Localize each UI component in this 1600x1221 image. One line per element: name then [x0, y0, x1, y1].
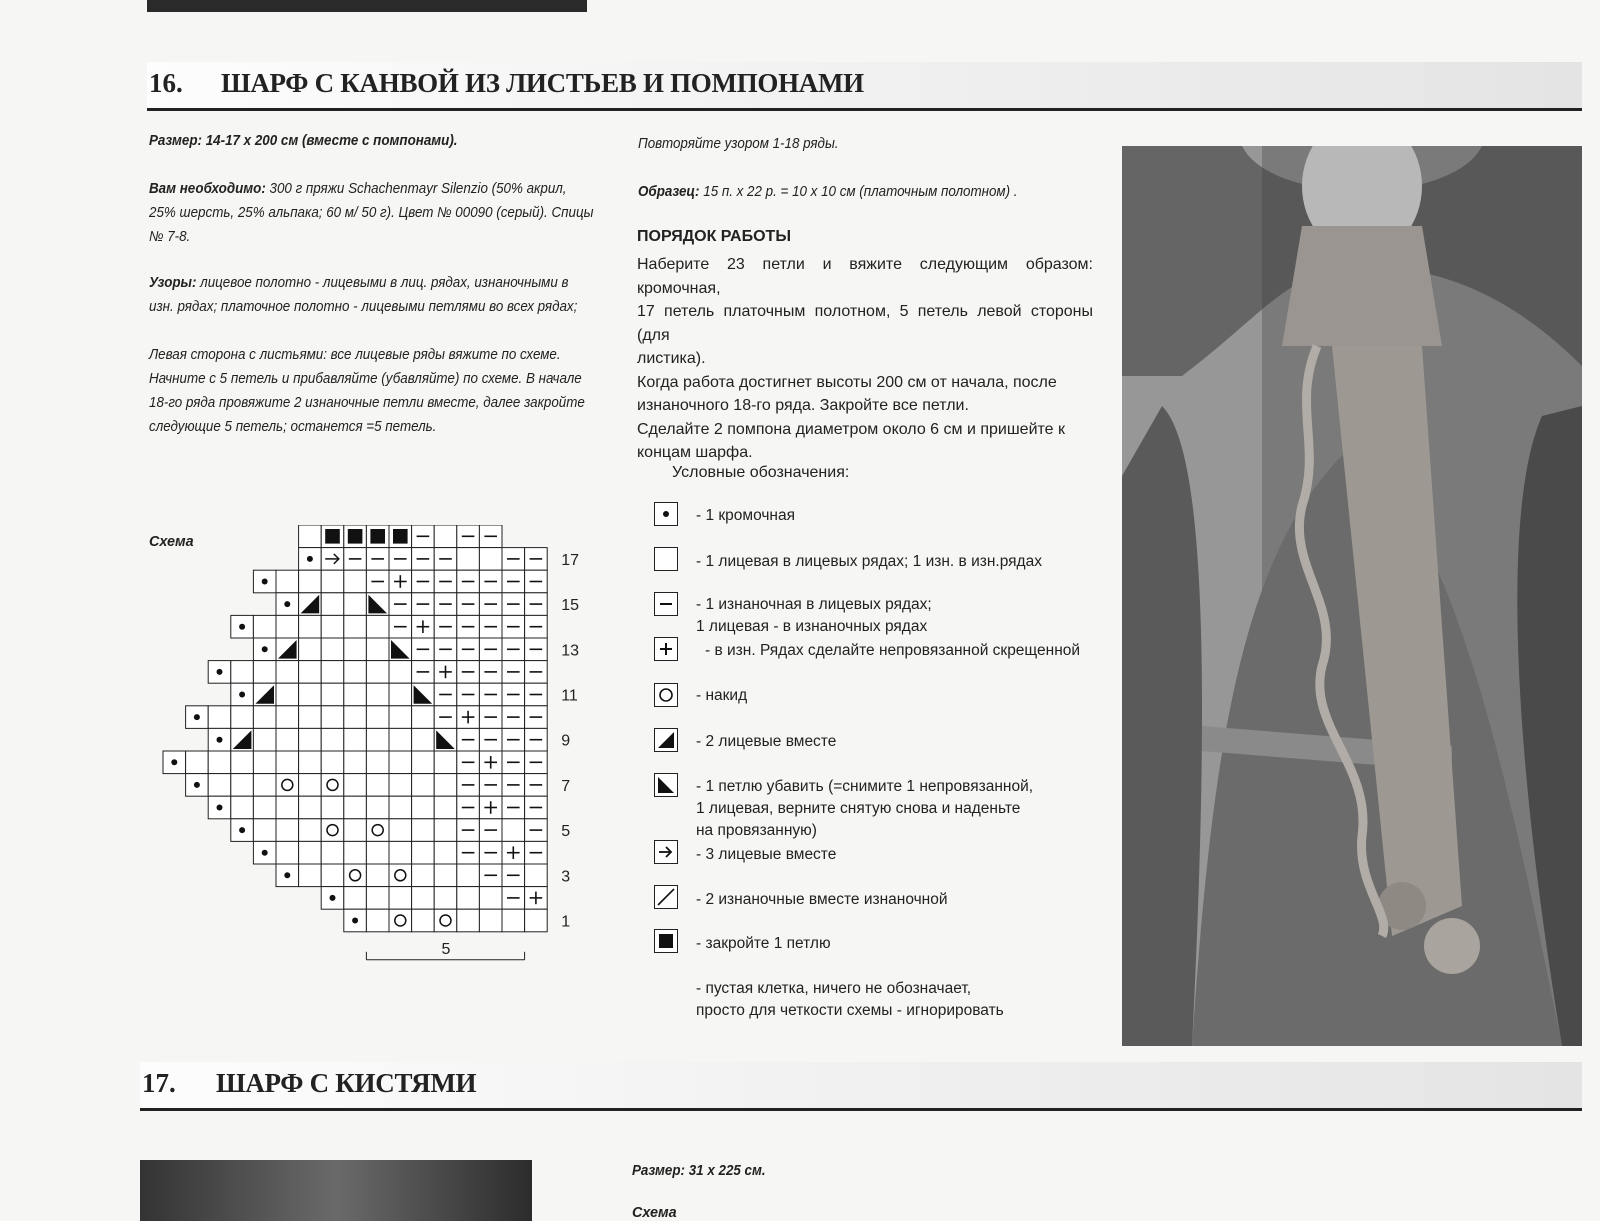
ssk-icon — [654, 773, 678, 797]
chart-cell — [299, 864, 322, 887]
chart-cell — [457, 887, 480, 910]
chart-cell — [253, 706, 276, 729]
row-number: 15 — [561, 597, 579, 615]
chart-cell — [253, 615, 276, 638]
patterns-paragraph — [149, 271, 595, 319]
p2tog-icon — [654, 885, 678, 909]
chart-cell — [321, 841, 344, 864]
chart-cell — [321, 683, 344, 706]
chart-cell — [412, 706, 435, 729]
legend-k2tog: - 2 лицевые вместе — [696, 733, 837, 750]
width-label: 5 — [441, 940, 451, 958]
chart-cell — [231, 796, 254, 819]
chart-cell — [344, 683, 367, 706]
chart-cell — [479, 887, 502, 910]
chart-cell — [321, 751, 344, 774]
row-number: 17 — [561, 551, 579, 569]
size-paragraph — [149, 129, 595, 153]
legend-purl-line: 1 лицевая - в изнаночных рядах — [696, 618, 928, 635]
bindoff-icon — [654, 929, 678, 953]
legend-cross: - в изн. Рядах сделайте непровязанной скрещенной — [705, 642, 1081, 659]
bindoff-mark — [348, 529, 363, 544]
chart-cell — [344, 638, 367, 661]
bindoff-mark — [393, 529, 408, 544]
chart-cell — [253, 819, 276, 842]
chart-cell — [344, 661, 367, 684]
s17-size-paragraph — [632, 1159, 766, 1183]
chart-cell — [389, 909, 412, 932]
chart-cell — [321, 774, 344, 797]
materials-label: Вам необходимо: — [149, 181, 266, 197]
section-title: ШАРФ С КАНВОЙ ИЗ ЛИСТЬЕВ И ПОМПОНАМИ — [221, 68, 864, 98]
chart-cell — [299, 774, 322, 797]
size-value: 14-17 х 200 см (вместе с помпонами). — [205, 133, 458, 149]
chart-cell — [366, 661, 389, 684]
chart-cell — [231, 706, 254, 729]
legend-purl — [696, 594, 932, 638]
chart-cell — [231, 661, 254, 684]
section-17-header — [140, 1062, 1582, 1111]
chart-cell — [231, 774, 254, 797]
edge-stitch-mark — [239, 692, 245, 698]
gauge-label: Образец: — [638, 184, 700, 200]
purl-dash-icon — [654, 592, 678, 616]
chart-cell — [412, 796, 435, 819]
chart-cell — [434, 525, 457, 548]
chart-cell — [344, 887, 367, 910]
chart-cell — [389, 841, 412, 864]
chart-cell — [276, 570, 299, 593]
chart-cell — [186, 751, 209, 774]
chart-cell — [321, 796, 344, 819]
chart-cell — [434, 751, 457, 774]
chart-cell — [412, 887, 435, 910]
legend-purl-line: - 1 изнаночная в лицевых рядах; — [696, 596, 932, 613]
chart-cell — [276, 706, 299, 729]
chart-cell — [299, 841, 322, 864]
chart-cell — [344, 615, 367, 638]
row-number: 11 — [561, 687, 578, 705]
chart-cell — [276, 661, 299, 684]
work-line: Наберите 23 петли и вяжите следующим образом: кромочная, — [637, 256, 1093, 297]
chart-cell — [389, 751, 412, 774]
legend-ssk — [696, 776, 1033, 842]
chart-cell — [276, 751, 299, 774]
chart-cell — [299, 683, 322, 706]
chart-cell — [253, 796, 276, 819]
chart-cell — [389, 706, 412, 729]
legend-ssk-line: на провязанную) — [696, 822, 817, 839]
chart-cell — [366, 887, 389, 910]
chart-cell — [276, 728, 299, 751]
legend-empty — [696, 978, 1004, 1022]
yarn-over-icon — [654, 683, 678, 707]
work-heading: ПОРЯДОК РАБОТЫ — [637, 228, 791, 245]
chart-cell — [502, 819, 525, 842]
chart-cell — [299, 751, 322, 774]
chart-cell — [366, 909, 389, 932]
chart-cell — [389, 887, 412, 910]
chart-cell — [412, 751, 435, 774]
chart-cell — [434, 887, 457, 910]
legend-empty-line: - пустая клетка, ничего не обозначает, — [696, 980, 972, 997]
chart-cell — [299, 728, 322, 751]
left-side-line: Начните с 5 петель и прибавляйте (убавляйте) по схеме. В начале — [149, 371, 582, 387]
chart-cell — [299, 615, 322, 638]
chart-cell — [321, 638, 344, 661]
legend-ssk-line: - 1 петлю убавить (=снимите 1 непровязанной, — [696, 778, 1034, 795]
edge-stitch-mark — [262, 579, 268, 585]
chart-cell — [276, 841, 299, 864]
chart-cell — [299, 661, 322, 684]
chart-cell — [366, 864, 389, 887]
chart-cell — [366, 774, 389, 797]
chart-cell — [366, 841, 389, 864]
work-line: Сделайте 2 помпона диаметром около 6 см и пришейте к — [637, 420, 1065, 438]
chart-cell — [344, 841, 367, 864]
row-number: 3 — [561, 868, 571, 886]
chart-cell — [389, 819, 412, 842]
chart-cell — [366, 751, 389, 774]
top-photo-edge — [147, 0, 587, 12]
work-line: 17 петель платочным полотном, 5 петель левой стороны (для — [637, 303, 1093, 344]
chart-cell — [502, 909, 525, 932]
row-number: 13 — [561, 642, 579, 660]
scarf-tassels-photo — [140, 1160, 532, 1221]
edge-stitch-mark — [217, 737, 223, 743]
chart-cell — [321, 864, 344, 887]
edge-stitch-mark — [307, 556, 313, 562]
chart-cell — [344, 706, 367, 729]
chart-cell — [412, 841, 435, 864]
left-side-line: Левая сторона с листьями: все лицевые ряды вяжите по схеме. — [149, 347, 561, 363]
chart-cell — [366, 706, 389, 729]
chart-cell — [299, 796, 322, 819]
chart-cell — [276, 819, 299, 842]
section-title: ШАРФ С КИСТЯМИ — [216, 1068, 477, 1098]
patterns-label: Узоры: — [149, 275, 197, 291]
empty-square-icon — [654, 547, 678, 571]
chart-cell — [389, 661, 412, 684]
chart-cell — [321, 728, 344, 751]
materials-line: 25% шерсть, 25% альпака; 60 м/ 50 г). Цвет № 00090 (серый). Спицы — [149, 205, 594, 221]
row-number: 1 — [561, 913, 571, 931]
size-label: Размер: — [149, 133, 203, 149]
s17-schema-label: Схема — [632, 1205, 677, 1221]
chart-cell — [344, 728, 367, 751]
chart-cell — [412, 819, 435, 842]
chart-cell — [525, 909, 548, 932]
work-line: концам шарфа. — [637, 444, 753, 461]
edge-stitch-mark — [284, 872, 290, 878]
section-number: 16. — [149, 68, 183, 98]
left-side-line: следующие 5 петель; останется =5 петель. — [149, 419, 437, 435]
chart-cell — [299, 570, 322, 593]
chart-cell — [366, 615, 389, 638]
chart-cell — [525, 864, 548, 887]
chart-cell — [276, 774, 299, 797]
materials-line: 300 г пряжи Schachenmayr Silenzio (50% акрил, — [269, 181, 567, 197]
chart-cell — [344, 593, 367, 616]
chart-cell — [321, 593, 344, 616]
edge-stitch-mark — [194, 714, 200, 720]
chart-cell — [321, 661, 344, 684]
chart-cell — [479, 548, 502, 571]
chart-cell — [321, 570, 344, 593]
edge-stitch-mark — [262, 646, 268, 652]
materials-paragraph — [149, 177, 595, 249]
legend-yo: - накид — [696, 687, 748, 704]
chart-cell — [389, 728, 412, 751]
chart-cell — [321, 615, 344, 638]
chart-cell — [253, 728, 276, 751]
work-instructions — [637, 253, 1093, 465]
chart-cell — [412, 774, 435, 797]
row-number: 7 — [561, 777, 571, 795]
legend-ssk-line: 1 лицевая, верните снятую снова и наденьте — [696, 800, 1021, 817]
chart-cell — [457, 864, 480, 887]
left-side-paragraph — [149, 343, 595, 439]
legend-bindoff: - закройте 1 петлю — [696, 935, 831, 952]
edge-stitch-mark — [284, 601, 290, 607]
edge-stitch-mark — [194, 782, 200, 788]
gauge-value: 15 п. х 22 р. = 10 х 10 см (платочным полотном) . — [703, 184, 1018, 200]
legend-k3tog: - 3 лицевые вместе — [696, 846, 837, 863]
chart-cell — [299, 638, 322, 661]
edge-stitch-mark — [330, 895, 336, 901]
chart-cell — [276, 615, 299, 638]
chart-cell — [344, 819, 367, 842]
legend-title: Условные обозначения: — [672, 464, 850, 481]
chart-cell — [253, 774, 276, 797]
chart-cell — [366, 796, 389, 819]
chart-cell — [434, 774, 457, 797]
edge-stitch-mark — [239, 827, 245, 833]
section-16-header — [147, 62, 1582, 111]
chart-cell — [434, 864, 457, 887]
chart-cell — [434, 909, 457, 932]
edge-stitch-mark — [217, 805, 223, 811]
chart-cell — [434, 819, 457, 842]
chart-cell — [457, 909, 480, 932]
chart-cell — [366, 819, 389, 842]
patterns-line: изн. рядах; платочное полотно - лицевыми петлями во всех рядах; — [149, 299, 578, 315]
legend-p2tog: - 2 изнаночные вместе изнаночной — [696, 891, 948, 908]
chart-cell — [389, 796, 412, 819]
edge-stitch-mark — [352, 918, 358, 924]
edge-stitch-mark — [217, 669, 223, 675]
row-number: 5 — [561, 823, 571, 841]
chart-cell — [412, 728, 435, 751]
bindoff-mark — [370, 529, 385, 544]
work-line: Когда работа достигнет высоты 200 см от начала, после — [637, 373, 1057, 391]
work-line: листика). — [637, 350, 706, 367]
chart-cell — [253, 751, 276, 774]
bindoff-mark — [325, 529, 340, 544]
knitting-chart — [150, 525, 610, 985]
chart-cell — [479, 909, 502, 932]
chart-cell — [434, 841, 457, 864]
s17-size-value: 31 х 225 см. — [688, 1163, 766, 1179]
k2tog-icon — [654, 728, 678, 752]
chart-cell — [366, 638, 389, 661]
chart-cell — [208, 706, 231, 729]
chart-cell — [389, 864, 412, 887]
chart-cell — [344, 570, 367, 593]
chart-cell — [366, 728, 389, 751]
edge-stitch-mark — [171, 759, 177, 765]
legend-edge: - 1 кромочная — [696, 507, 796, 524]
left-side-line: 18-го ряда провяжите 2 изнаночные петли вместе, далее закройте — [149, 395, 585, 411]
repeat-text: Повторяйте узором 1-18 ряды. — [638, 136, 839, 152]
edge-stitch-icon — [654, 502, 678, 526]
chart-cell — [299, 819, 322, 842]
plus-icon — [654, 637, 678, 661]
chart-cell — [389, 774, 412, 797]
gauge-paragraph — [638, 180, 1066, 204]
k3tog-arrow-icon — [654, 840, 678, 864]
chart-cell — [344, 751, 367, 774]
chart-cell — [299, 525, 322, 548]
chart-cell — [344, 864, 367, 887]
section-number: 17. — [142, 1068, 176, 1098]
chart-cell — [253, 661, 276, 684]
work-line: изнаночного 18-го ряда. Закройте все петли. — [637, 397, 969, 414]
chart-cell — [276, 683, 299, 706]
chart-cell — [344, 796, 367, 819]
chart-cell — [276, 796, 299, 819]
legend-empty-line: просто для четкости схемы - игнорировать — [696, 1002, 1004, 1019]
materials-line: № 7-8. — [149, 229, 191, 245]
chart-cell — [412, 864, 435, 887]
chart-cell — [231, 751, 254, 774]
chart-cell — [389, 683, 412, 706]
chart-cell — [344, 774, 367, 797]
edge-stitch-mark — [262, 850, 268, 856]
schema-label: Схема — [149, 534, 194, 550]
chart-cell — [366, 683, 389, 706]
s17-size-label: Размер: — [632, 1163, 686, 1179]
chart-cell — [457, 548, 480, 571]
row-number: 9 — [561, 732, 571, 750]
chart-cell — [412, 909, 435, 932]
chart-cell — [321, 706, 344, 729]
chart-cell — [208, 751, 231, 774]
chart-cell — [321, 819, 344, 842]
scarf-photo — [1122, 146, 1582, 1046]
chart-cell — [208, 774, 231, 797]
legend-knit: - 1 лицевая в лицевых рядах; 1 изн. в изн.рядах — [696, 553, 1042, 570]
patterns-line: лицевое полотно - лицевыми в лиц. рядах, изнаночными в — [200, 275, 569, 291]
chart-cell — [299, 706, 322, 729]
edge-stitch-mark — [239, 624, 245, 630]
chart-cell — [434, 796, 457, 819]
